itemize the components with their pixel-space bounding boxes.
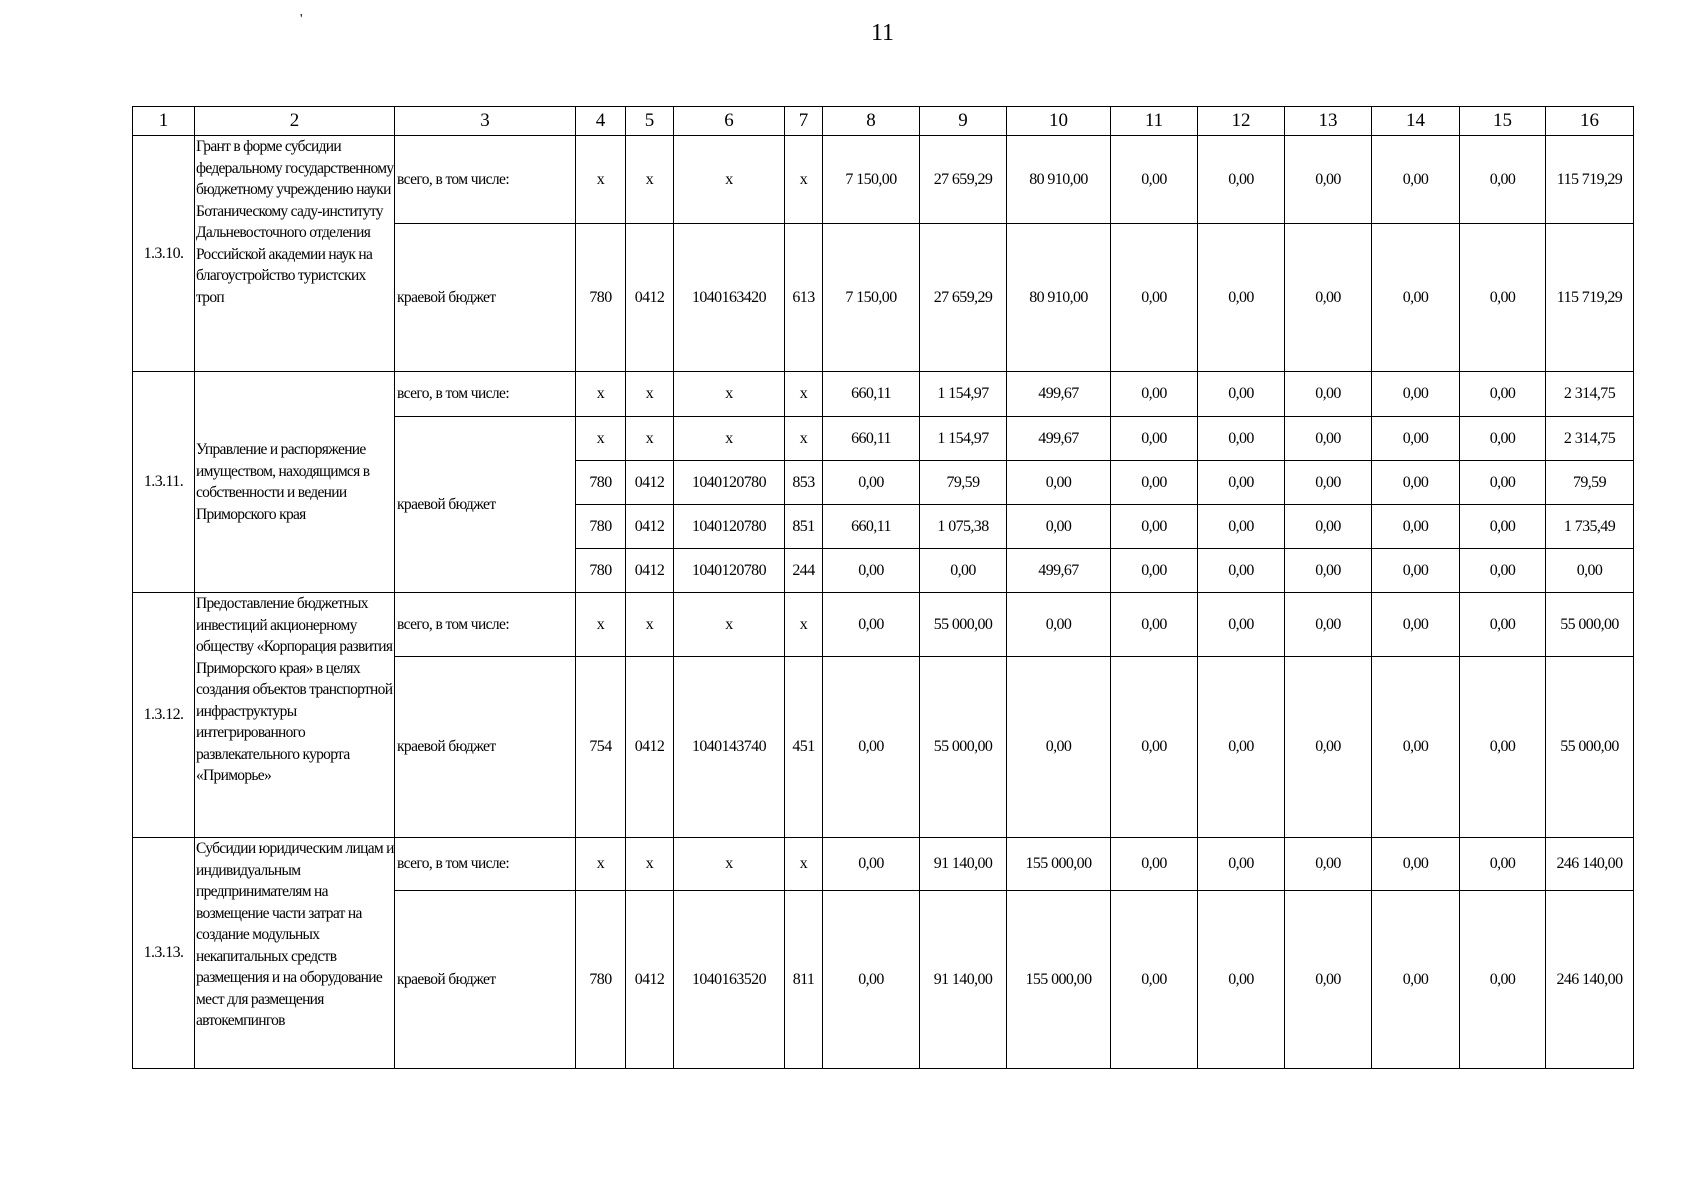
amount-cell: 155 000,00 bbox=[1007, 838, 1111, 891]
amount-cell: 0,00 bbox=[823, 549, 920, 593]
amount-cell: 91 140,00 bbox=[920, 838, 1007, 891]
amount-cell: 0,00 bbox=[1372, 372, 1460, 417]
section-code-cell: x bbox=[626, 593, 674, 657]
section-code-cell: 0412 bbox=[626, 224, 674, 372]
amount-cell: 0,00 bbox=[1007, 657, 1111, 838]
amount-cell: 0,00 bbox=[1111, 838, 1198, 891]
table-row bbox=[133, 372, 1634, 417]
target-article-cell: 1040120780 bbox=[674, 549, 785, 593]
funding-source-cell: краевой бюджет bbox=[395, 224, 576, 372]
amount-cell: 1 154,97 bbox=[920, 417, 1007, 461]
amount-cell: 55 000,00 bbox=[920, 593, 1007, 657]
amount-cell: 2 314,75 bbox=[1546, 372, 1634, 417]
grbs-code-cell: 780 bbox=[576, 891, 626, 1069]
amount-cell: 0,00 bbox=[1460, 657, 1546, 838]
amount-cell: 0,00 bbox=[1111, 593, 1198, 657]
grbs-code-cell: x bbox=[576, 593, 626, 657]
amount-cell: 0,00 bbox=[1007, 593, 1111, 657]
target-article-cell: 1040163520 bbox=[674, 891, 785, 1069]
item-name-cell: Грант в форме субсидии федеральному государственному бюджетному учреждению науки Ботаническому саду-институту Дальневосточного отделения Российской академии наук на благоустройство туристских троп bbox=[195, 136, 395, 372]
header-cell: 5 bbox=[626, 107, 674, 136]
funding-source-cell: всего, в том числе: bbox=[395, 136, 576, 224]
target-article-cell: 1040143740 bbox=[674, 657, 785, 838]
budget-table bbox=[132, 106, 1634, 1069]
header-cell: 16 bbox=[1546, 107, 1634, 136]
item-name-cell: Управление и распоряжение имуществом, находящимся в собственности и ведении Приморского края bbox=[195, 372, 395, 593]
amount-cell: 660,11 bbox=[823, 505, 920, 549]
header-cell: 4 bbox=[576, 107, 626, 136]
header-cell: 15 bbox=[1460, 107, 1546, 136]
amount-cell: 1 154,97 bbox=[920, 372, 1007, 417]
amount-cell: 0,00 bbox=[1111, 891, 1198, 1069]
header-cell: 8 bbox=[823, 107, 920, 136]
amount-cell: 0,00 bbox=[1198, 372, 1285, 417]
amount-cell: 660,11 bbox=[823, 372, 920, 417]
amount-cell: 0,00 bbox=[1007, 505, 1111, 549]
section-code-cell: 0412 bbox=[626, 505, 674, 549]
amount-cell: 0,00 bbox=[1285, 136, 1372, 224]
amount-cell: 0,00 bbox=[1111, 461, 1198, 505]
item-name-cell: Предоставление бюджетных инвестиций акционерному обществу «Корпорация развития Приморского края» в целях создания объектов транспортной инфраструктуры интегрированного развлекательного курорта «Приморье» bbox=[195, 593, 395, 838]
target-article-cell: x bbox=[674, 372, 785, 417]
amount-cell: 0,00 bbox=[823, 461, 920, 505]
expense-type-cell: 451 bbox=[785, 657, 823, 838]
amount-cell: 246 140,00 bbox=[1546, 838, 1634, 891]
amount-cell: 0,00 bbox=[1372, 505, 1460, 549]
funding-source-cell: всего, в том числе: bbox=[395, 838, 576, 891]
item-number-cell: 1.3.12. bbox=[133, 593, 195, 838]
amount-cell: 0,00 bbox=[1372, 136, 1460, 224]
amount-cell: 0,00 bbox=[1285, 372, 1372, 417]
amount-cell: 0,00 bbox=[1198, 461, 1285, 505]
expense-type-cell: 851 bbox=[785, 505, 823, 549]
amount-cell: 246 140,00 bbox=[1546, 891, 1634, 1069]
grbs-code-cell: 780 bbox=[576, 549, 626, 593]
section-code-cell: 0412 bbox=[626, 657, 674, 838]
section-code-cell: x bbox=[626, 372, 674, 417]
amount-cell: 0,00 bbox=[1372, 838, 1460, 891]
amount-cell: 0,00 bbox=[1285, 224, 1372, 372]
amount-cell: 55 000,00 bbox=[1546, 593, 1634, 657]
amount-cell: 0,00 bbox=[1546, 549, 1634, 593]
funding-source-cell: всего, в том числе: bbox=[395, 372, 576, 417]
amount-cell: 27 659,29 bbox=[920, 224, 1007, 372]
target-article-cell: x bbox=[674, 838, 785, 891]
header-cell: 1 bbox=[133, 107, 195, 136]
funding-source-cell: краевой бюджет bbox=[395, 891, 576, 1069]
amount-cell: 115 719,29 bbox=[1546, 224, 1634, 372]
amount-cell: 1 735,49 bbox=[1546, 505, 1634, 549]
amount-cell: 0,00 bbox=[1372, 593, 1460, 657]
amount-cell: 0,00 bbox=[1460, 136, 1546, 224]
target-article-cell: 1040120780 bbox=[674, 505, 785, 549]
funding-source-cell: краевой бюджет bbox=[395, 417, 576, 593]
amount-cell: 0,00 bbox=[1198, 657, 1285, 838]
header-cell: 12 bbox=[1198, 107, 1285, 136]
header-cell: 2 bbox=[195, 107, 395, 136]
grbs-code-cell: 780 bbox=[576, 505, 626, 549]
amount-cell: 0,00 bbox=[1198, 417, 1285, 461]
amount-cell: 0,00 bbox=[1460, 838, 1546, 891]
amount-cell: 0,00 bbox=[1111, 372, 1198, 417]
amount-cell: 0,00 bbox=[1460, 891, 1546, 1069]
amount-cell: 0,00 bbox=[1372, 891, 1460, 1069]
stray-mark: ' bbox=[300, 12, 303, 27]
amount-cell: 0,00 bbox=[1007, 461, 1111, 505]
grbs-code-cell: x bbox=[576, 372, 626, 417]
section-code-cell: 0412 bbox=[626, 549, 674, 593]
amount-cell: 0,00 bbox=[1285, 657, 1372, 838]
amount-cell: 0,00 bbox=[1111, 549, 1198, 593]
amount-cell: 55 000,00 bbox=[920, 657, 1007, 838]
amount-cell: 0,00 bbox=[1285, 461, 1372, 505]
amount-cell: 0,00 bbox=[1198, 593, 1285, 657]
target-article-cell: x bbox=[674, 136, 785, 224]
expense-type-cell: x bbox=[785, 593, 823, 657]
amount-cell: 7 150,00 bbox=[823, 136, 920, 224]
expense-type-cell: x bbox=[785, 417, 823, 461]
amount-cell: 499,67 bbox=[1007, 549, 1111, 593]
amount-cell: 0,00 bbox=[1460, 372, 1546, 417]
amount-cell: 0,00 bbox=[1460, 417, 1546, 461]
amount-cell: 0,00 bbox=[920, 549, 1007, 593]
funding-source-cell: краевой бюджет bbox=[395, 657, 576, 838]
expense-type-cell: x bbox=[785, 838, 823, 891]
amount-cell: 0,00 bbox=[823, 891, 920, 1069]
amount-cell: 0,00 bbox=[1198, 505, 1285, 549]
header-cell: 10 bbox=[1007, 107, 1111, 136]
grbs-code-cell: 780 bbox=[576, 461, 626, 505]
amount-cell: 0,00 bbox=[1460, 549, 1546, 593]
amount-cell: 0,00 bbox=[1372, 657, 1460, 838]
section-code-cell: x bbox=[626, 417, 674, 461]
amount-cell: 0,00 bbox=[1460, 505, 1546, 549]
target-article-cell: 1040120780 bbox=[674, 461, 785, 505]
amount-cell: 79,59 bbox=[920, 461, 1007, 505]
grbs-code-cell: 754 bbox=[576, 657, 626, 838]
amount-cell: 0,00 bbox=[1285, 549, 1372, 593]
item-name-cell: Субсидии юридическим лицам и индивидуальным предпринимателям на возмещение части затрат на создание модульных некапитальных средств размещения и на оборудование мест для размещения автокемпингов bbox=[195, 838, 395, 1069]
expense-type-cell: 244 bbox=[785, 549, 823, 593]
amount-cell: 7 150,00 bbox=[823, 224, 920, 372]
amount-cell: 0,00 bbox=[1198, 136, 1285, 224]
header-cell: 14 bbox=[1372, 107, 1460, 136]
amount-cell: 155 000,00 bbox=[1007, 891, 1111, 1069]
amount-cell: 115 719,29 bbox=[1546, 136, 1634, 224]
amount-cell: 0,00 bbox=[1372, 417, 1460, 461]
header-cell: 7 bbox=[785, 107, 823, 136]
amount-cell: 0,00 bbox=[1372, 549, 1460, 593]
table-row bbox=[133, 593, 1634, 657]
amount-cell: 0,00 bbox=[1111, 136, 1198, 224]
amount-cell: 0,00 bbox=[823, 838, 920, 891]
header-row bbox=[133, 107, 1634, 136]
table-row bbox=[133, 838, 1634, 891]
amount-cell: 0,00 bbox=[1285, 417, 1372, 461]
header-cell: 11 bbox=[1111, 107, 1198, 136]
item-number-cell: 1.3.10. bbox=[133, 136, 195, 372]
section-code-cell: 0412 bbox=[626, 461, 674, 505]
amount-cell: 0,00 bbox=[1285, 891, 1372, 1069]
amount-cell: 499,67 bbox=[1007, 372, 1111, 417]
header-cell: 9 bbox=[920, 107, 1007, 136]
amount-cell: 91 140,00 bbox=[920, 891, 1007, 1069]
amount-cell: 0,00 bbox=[823, 593, 920, 657]
amount-cell: 0,00 bbox=[1460, 461, 1546, 505]
amount-cell: 0,00 bbox=[1460, 224, 1546, 372]
amount-cell: 0,00 bbox=[823, 657, 920, 838]
expense-type-cell: x bbox=[785, 136, 823, 224]
amount-cell: 80 910,00 bbox=[1007, 136, 1111, 224]
item-number-cell: 1.3.11. bbox=[133, 372, 195, 593]
amount-cell: 0,00 bbox=[1460, 593, 1546, 657]
amount-cell: 0,00 bbox=[1111, 505, 1198, 549]
section-code-cell: x bbox=[626, 838, 674, 891]
amount-cell: 2 314,75 bbox=[1546, 417, 1634, 461]
amount-cell: 1 075,38 bbox=[920, 505, 1007, 549]
amount-cell: 0,00 bbox=[1198, 891, 1285, 1069]
amount-cell: 0,00 bbox=[1198, 549, 1285, 593]
amount-cell: 0,00 bbox=[1285, 838, 1372, 891]
item-number-cell: 1.3.13. bbox=[133, 838, 195, 1069]
header-cell: 13 bbox=[1285, 107, 1372, 136]
amount-cell: 499,67 bbox=[1007, 417, 1111, 461]
grbs-code-cell: x bbox=[576, 838, 626, 891]
amount-cell: 0,00 bbox=[1198, 224, 1285, 372]
amount-cell: 27 659,29 bbox=[920, 136, 1007, 224]
amount-cell: 0,00 bbox=[1372, 224, 1460, 372]
amount-cell: 0,00 bbox=[1111, 657, 1198, 838]
header-cell: 3 bbox=[395, 107, 576, 136]
grbs-code-cell: x bbox=[576, 417, 626, 461]
funding-source-cell: всего, в том числе: bbox=[395, 593, 576, 657]
table-row bbox=[133, 136, 1634, 224]
amount-cell: 55 000,00 bbox=[1546, 657, 1634, 838]
expense-type-cell: x bbox=[785, 372, 823, 417]
amount-cell: 0,00 bbox=[1111, 224, 1198, 372]
page-number: 11 bbox=[870, 20, 895, 46]
amount-cell: 660,11 bbox=[823, 417, 920, 461]
amount-cell: 0,00 bbox=[1111, 417, 1198, 461]
grbs-code-cell: 780 bbox=[576, 224, 626, 372]
expense-type-cell: 811 bbox=[785, 891, 823, 1069]
target-article-cell: x bbox=[674, 593, 785, 657]
amount-cell: 79,59 bbox=[1546, 461, 1634, 505]
section-code-cell: 0412 bbox=[626, 891, 674, 1069]
amount-cell: 0,00 bbox=[1285, 593, 1372, 657]
expense-type-cell: 613 bbox=[785, 224, 823, 372]
target-article-cell: x bbox=[674, 417, 785, 461]
amount-cell: 0,00 bbox=[1372, 461, 1460, 505]
expense-type-cell: 853 bbox=[785, 461, 823, 505]
header-cell: 6 bbox=[674, 107, 785, 136]
amount-cell: 0,00 bbox=[1198, 838, 1285, 891]
amount-cell: 0,00 bbox=[1285, 505, 1372, 549]
target-article-cell: 1040163420 bbox=[674, 224, 785, 372]
section-code-cell: x bbox=[626, 136, 674, 224]
amount-cell: 80 910,00 bbox=[1007, 224, 1111, 372]
grbs-code-cell: x bbox=[576, 136, 626, 224]
